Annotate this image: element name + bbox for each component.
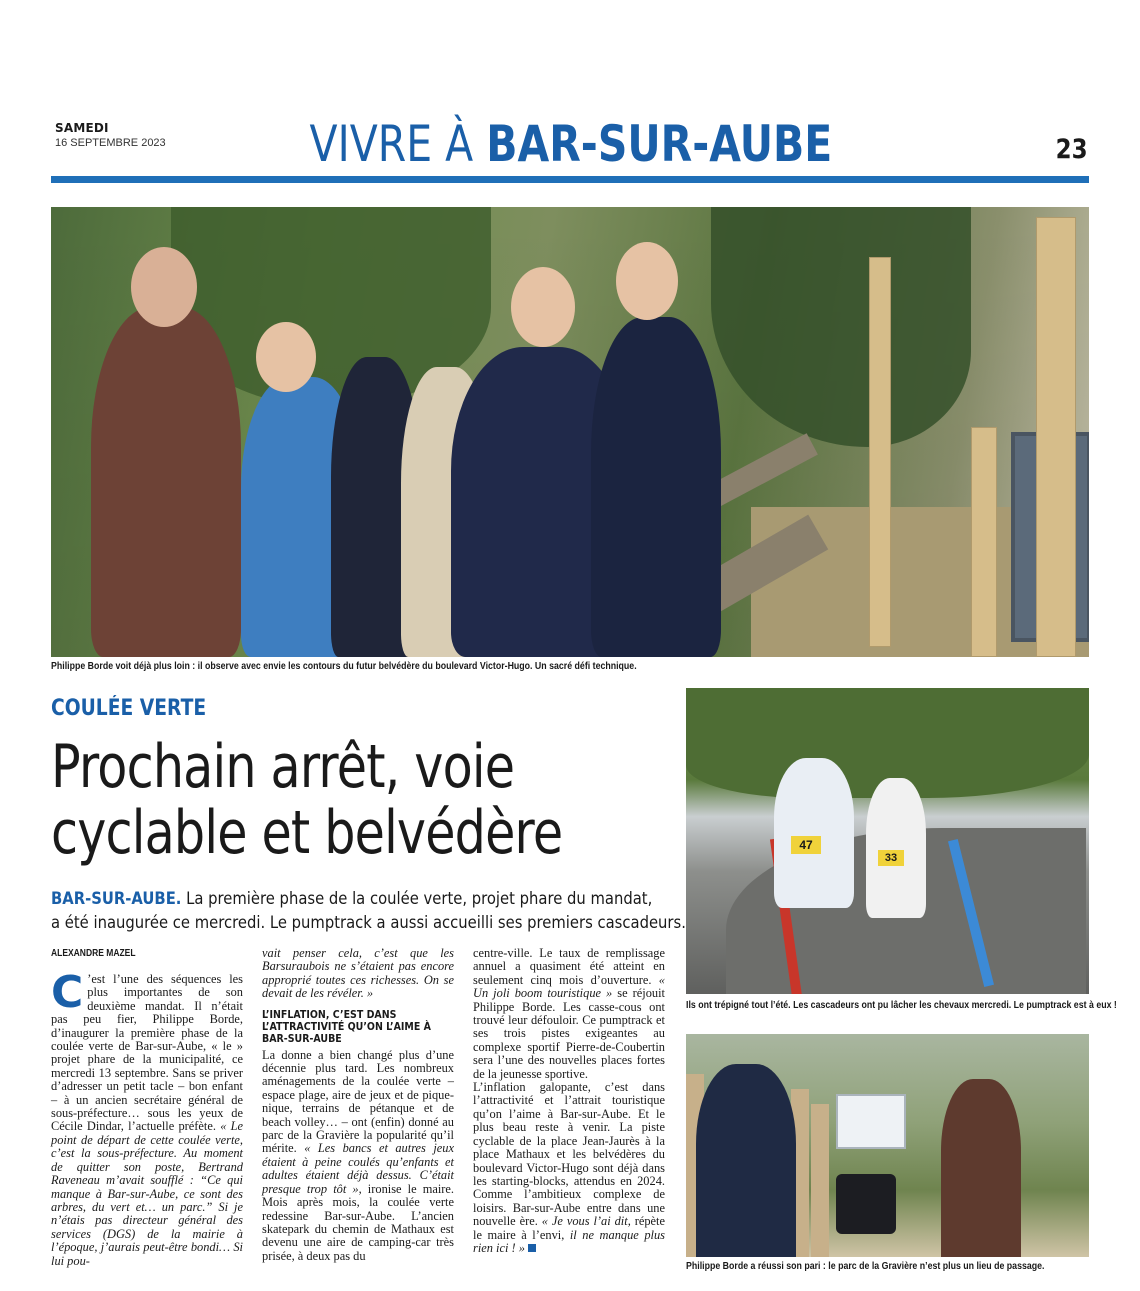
page-number: 23 <box>1056 134 1088 165</box>
main-photo <box>51 207 1089 657</box>
section-title-bold: BAR-SUR-AUBE <box>486 115 833 173</box>
col1-quote: « Le point de départ de cette coulée verte, c’est la sous-préfecture. Au moment de quitter son poste, Bertrand Raveneau m’avait soufflé : “Ce qui manque à Bar-sur-Aube, ce sont des arbres, du vert et… un parc.” Si je n’étais pas directeur général des services (DGS) de la mairie à l’époque, j’aurais peut-être bondi… Si lui pou- <box>51 1119 244 1268</box>
photo-post <box>811 1104 829 1257</box>
photo-person <box>591 317 721 657</box>
photo-post <box>971 427 997 657</box>
col2-quote: vait penser cela, c’est que les Barsuraubois ne s’étaient pas encore approprié toutes ces richesses. On se devait de les révéler. » <box>262 946 454 1001</box>
section-title-light: VIVRE À <box>309 115 487 173</box>
dropcap: C <box>51 967 84 1018</box>
col2-text-2: , ironise le maire. Mois après mois, la coulée verte redessine Bar-sur-Aube. L’ancien skatepark du chemin de Mathaux est devenu une aire de camping-car très prisée, à deux pas du <box>262 1181 454 1263</box>
end-mark-icon <box>528 1244 536 1252</box>
photo-person <box>696 1064 796 1257</box>
col3-text-1: centre-ville. Le taux de remplissage annuel a quasiment été atteint en seulement cinq mois d’ouverture. <box>473 946 665 987</box>
lead-line-1: La première phase de la coulée verte, projet phare du mandat, <box>181 889 653 909</box>
col3-quote-1: « Un joli boom touristique » <box>473 972 665 1001</box>
bmx-photo-caption: Ils ont trépigné tout l’été. Les cascadeurs ont pu lâcher les chevaux mercredi. Le pumptrack est à eux ! <box>686 1000 1117 1011</box>
photo-sign <box>836 1094 906 1149</box>
bib-number: 33 <box>878 850 904 866</box>
photo-person <box>91 307 241 657</box>
col2-text-1: La donne a bien changé plus d’une décennie plus tard. Les nombreux aménagements de la coulée verte – espace plage, aire de jeux et de pique-nique, terrains de pétanque et de beach volley… – ont (enfin) donné au parc de la Gravière la popularité qu’il mérite. <box>262 1047 454 1156</box>
photo-rider <box>774 758 854 908</box>
col3-text-3: L’inflation galopante, c’est dans l’attractivité et l’attrait touristique qu’on l’aime à Bar-sur-Aube. Et le plus beau reste à venir. La piste cyclable de la place Jean-Jaurès à la place Mathaux et les belvédères du boulevard Victor-Hugo sont déjà dans les starting-blocks, attendus en 2024. Comme l’ambitieux complexe de loisirs. Bar-sur-Aube entre dans une nouvelle ère. <box>473 1080 665 1229</box>
photo-rider <box>866 778 926 918</box>
bib-number: 47 <box>791 836 821 854</box>
bmx-photo <box>686 688 1089 994</box>
photo-head <box>256 322 316 392</box>
col3-quote-2: « Je vous l’ai dit, <box>541 1214 631 1229</box>
article-column-1 <box>51 967 244 1268</box>
photo-person <box>941 1079 1021 1257</box>
headline-line-2: cyclable et belvédère <box>51 798 563 868</box>
header-date: 16 SEPTEMBRE 2023 <box>55 137 166 149</box>
lead-line-2: a été inaugurée ce mercredi. Le pumptrack a aussi accueilli ses premiers cascadeurs. <box>51 913 686 933</box>
photo-post <box>869 257 891 647</box>
header-rule <box>51 176 1089 183</box>
article-kicker: COULÉE VERTE <box>51 696 207 721</box>
lead-place: BAR-SUR-AUBE. <box>51 889 182 909</box>
photo-tree <box>711 207 971 447</box>
article-author: ALEXANDRE MAZEL <box>51 948 136 959</box>
col2-quote-2: « Les bancs et autres jeux étaient à peine coulés qu’enfants et adultes étaient déjà dessus. C’était presque trop tôt » <box>262 1141 454 1196</box>
article-column-2 <box>262 947 454 1263</box>
col3-text-4: répète le maire à l’envi, <box>473 1214 665 1242</box>
header-day: SAMEDI <box>55 121 109 135</box>
photo-post <box>1036 217 1076 657</box>
unveil-photo <box>686 1034 1089 1257</box>
photo-head <box>131 247 197 327</box>
article-subhead: L’INFLATION, C’EST DANS L’ATTRACTIVITÉ QU’ON L’AIME À BAR-SUR-AUBE <box>262 1008 431 1045</box>
col1-text: ’est l’une des séquences les plus importantes de son deuxième mandat. Il n’était pas peu fier, Philippe Borde, d’inaugurer la première phase de la coulée verte de Bar-sur-Aube, « le » projet phare de la municipalité, ce mercredi 13 septembre. Sans se priver d’adresser un petit tacle – bon enfant – à un ancien secrétaire général de sous-préfecture… sous les yeux de Cécile Dindar, l’actuelle préfète. <box>51 972 243 1134</box>
photo-head <box>616 242 678 320</box>
col3-text-2: se réjouit Philippe Borde. Les casse-cous ont trouvé leur défouloir. Ce pumptrack et ses trois pistes exigeantes au complexe sportif Pierre-de-Coubertin sera l’une des nouvelles places fortes de la jeunesse sportive. <box>473 986 665 1081</box>
section-title <box>104 114 1039 174</box>
photo-head <box>511 267 575 347</box>
col3-quote-3: il ne manque plus rien ici ! » <box>473 1227 665 1255</box>
photo-unveiling-cloth <box>836 1174 896 1234</box>
unveil-photo-caption: Philippe Borde a réussi son pari : le parc de la Gravière n’est plus un lieu de passage. <box>686 1261 1045 1272</box>
article-column-3 <box>473 947 665 1255</box>
headline-line-1: Prochain arrêt, voie <box>51 732 515 802</box>
article-headline <box>51 734 562 866</box>
article-lead <box>51 887 686 935</box>
main-photo-caption: Philippe Borde voit déjà plus loin : il observe avec envie les contours du futur belvédère du boulevard Victor-Hugo. Un sacré défi technique. <box>51 661 637 672</box>
